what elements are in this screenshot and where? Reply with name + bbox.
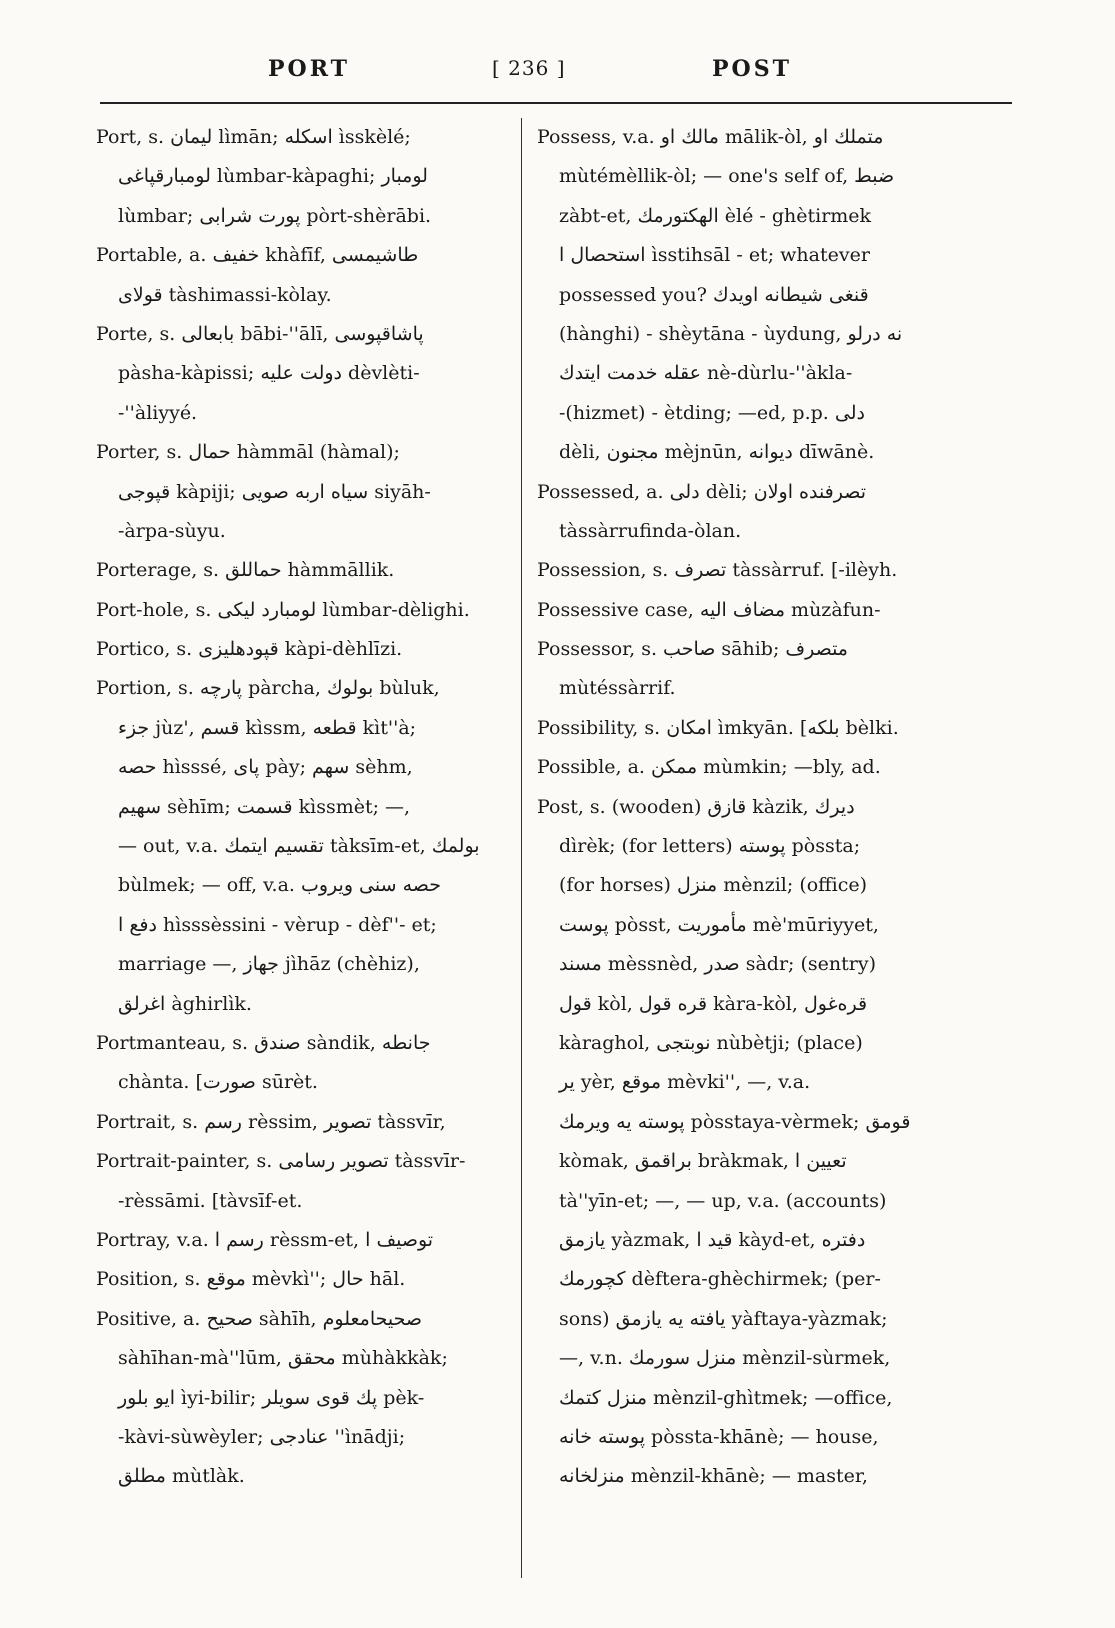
- right-column-line: dìrèk; (for letters) پوسته pòssta;: [559, 835, 861, 858]
- left-column-line: مطلق mùtlàk.: [118, 1465, 245, 1488]
- left-catchword: PORT: [268, 56, 350, 82]
- right-column: [537, 118, 975, 1497]
- left-column-line: Portion, s. پارچه pàrcha, بولوك bùluk,: [96, 677, 440, 700]
- right-column-line: استحصال ا ìsstihsāl - et; whatever: [559, 244, 870, 267]
- left-column-line: Portico, s. قپودهليزى kàpi-dèhlīzi.: [96, 638, 403, 661]
- right-column-line: ير yèr, موقع mèvki'', —, v.a.: [559, 1071, 811, 1094]
- left-column-line: Porte, s. بابعالى bābi-''ālī, پاشاقپوسى: [96, 322, 424, 345]
- right-column-line: قول kòl, قره قول kàra-kòl, قرەغول: [559, 992, 868, 1015]
- right-column-line: منزلخانه mènzil-khānè; — master,: [559, 1465, 868, 1488]
- right-column-line: mùtémèllik-òl; — one's self of, ضبط: [559, 165, 895, 188]
- right-column-line: dèli, مجنون mèjnūn, ديوانه dīwānè.: [559, 441, 875, 464]
- left-column-line: marriage —, جهاز jìhāz (chèhiz),: [118, 953, 420, 976]
- right-column-line: Possessive case, مضاف اليه mùzàfun-: [537, 598, 881, 621]
- right-column-line: منزل كتمك mènzil-ghìtmek; —office,: [559, 1386, 893, 1409]
- right-column-line: پوست pòsst, مأموريت mè'mūriyyet,: [559, 913, 879, 936]
- left-column-line: Portmanteau, s. صندق sàndik, جانطه: [96, 1031, 431, 1054]
- left-column-line: لومبارقپاغى lùmbar-kàpaghi; لومبار: [118, 165, 428, 188]
- left-column-line: — out, v.a. تقسيم ايتمك tàksīm-et, بولمك: [118, 835, 480, 858]
- left-column-line: Position, s. موقع mèvkì''; حال hāl.: [96, 1268, 406, 1291]
- left-column-line: دفع ا hìsssèssini - vèrup - dèf''- et;: [118, 913, 437, 936]
- page-header: [0, 56, 1115, 96]
- right-column-line: Possessor, s. صاحب sāhib; متصرف: [537, 638, 848, 661]
- right-column-line: Post, s. (wooden) قازق kàzik, ديرك: [537, 795, 855, 818]
- right-column-line: —, v.n. منزل سورمك mènzil-sùrmek,: [559, 1347, 891, 1370]
- right-column-line: كچورمك dèftera-ghèchirmek; (per-: [559, 1268, 881, 1291]
- left-column-line: -àrpa-sùyu.: [118, 519, 226, 542]
- right-column-line: kàraghol, نوبتجى nùbètji; (place): [559, 1031, 863, 1054]
- left-column-line: -kàvi-sùwèyler; عنادجى ''ìnādji;: [118, 1425, 406, 1448]
- left-column-line: Porterage, s. حماللق hàmmāllik.: [96, 559, 395, 582]
- left-column-line: Portable, a. خفيف khàfīf, طاشيمسى: [96, 244, 419, 267]
- page-number: [ 236 ]: [492, 56, 566, 80]
- right-column-line: mùtéssàrrif.: [559, 677, 676, 700]
- left-column-line: bùlmek; — off, v.a. حصه سنى ويروب: [118, 874, 441, 897]
- right-column-line: tà''yīn-et; —, — up, v.a. (accounts): [559, 1189, 887, 1212]
- left-column-line: lùmbar; پورت شرابى pòrt-shèrābi.: [118, 204, 432, 227]
- right-catchword: POST: [712, 56, 792, 82]
- right-column-line: (hànghi) - shèytāna - ùydung, نه درلو: [559, 322, 903, 345]
- right-column-line: Possible, a. ممكن mùmkin; —bly, ad.: [537, 756, 881, 779]
- left-column-line: Port, s. ليمان lìmān; اسكله ìsskèlé;: [96, 126, 411, 148]
- right-column-line: پوسته خانه pòssta-khānè; — house,: [559, 1425, 879, 1448]
- right-column-line: پوسته يه ويرمك pòsstaya-vèrmek; قومق: [559, 1110, 911, 1133]
- right-column-line: -(hizmet) - ètding; —ed, p.p. دلى: [559, 401, 865, 424]
- left-column-line: Portray, v.a. رسم ا rèssm-et, توصيف ا: [96, 1228, 434, 1251]
- right-column-line: (for horses) منزل mènzil; (office): [559, 874, 868, 897]
- left-column-line: Portrait, s. رسم rèssim, تصوير tàssvīr,: [96, 1110, 446, 1133]
- left-column-line: Porter, s. حمال hàmmāl (hàmal);: [96, 441, 400, 464]
- left-column-line: chànta. [صورت sūrèt.: [118, 1071, 318, 1094]
- left-column-line: اغرلق àghirlìk.: [118, 992, 252, 1015]
- left-column-line: قپوجى kàpiji; سياه اربه صويى siyāh-: [118, 480, 431, 503]
- left-column-line: سهيم sèhīm; قسمت kìssmèt; —,: [118, 795, 411, 818]
- right-column-line: Possibility, s. امكان ìmkyān. [بلكه bèlki.: [537, 716, 899, 739]
- left-column-line: pàsha-kàpissi; دولت عليه dèvlèti-: [118, 362, 420, 385]
- left-column-line: ايو بلور ìyi-bilir; پك قوى سويلر pèk-: [118, 1386, 425, 1409]
- column-divider: [521, 118, 522, 1578]
- right-column-line: عقله خدمت ايتدك nè-dùrlu-''àkla-: [559, 362, 853, 385]
- left-column-line: قولاى tàshimassi-kòlay.: [118, 283, 332, 306]
- right-column-line: zàbt-et, الهكتورمك èlé - ghètirmek: [559, 204, 872, 227]
- right-column-line: tàssàrrufinda-òlan.: [559, 519, 742, 542]
- right-column-line: Possessed, a. دلى dèli; تصرفنده اولان: [537, 480, 867, 503]
- left-column-line: Portrait-painter, s. تصوير رسامى tàssvīr-: [96, 1150, 466, 1173]
- left-column-line: -rèssāmi. [tàvsīf-et.: [118, 1189, 303, 1212]
- left-column-line: sàhīhan-mà''lūm, محقق mùhàkkàk;: [118, 1347, 448, 1370]
- right-column-line: Possess, v.a. مالك او mālik-òl, متملك او: [537, 126, 884, 148]
- right-column-line: possessed you? قنغى شيطانه اويدك: [559, 283, 869, 306]
- right-column-line: Possession, s. تصرف tàssàrruf. [-ilèyh.: [537, 559, 898, 582]
- left-column-line: حصه hìsssé, پاى pày; سهم sèhm,: [118, 756, 413, 779]
- left-column-line: جزء jùz', قسم kìssm, قطعه kìt''à;: [118, 716, 417, 739]
- left-column-line: Positive, a. صحيح sàhīh, صحيحامعلوم: [96, 1307, 423, 1330]
- left-column-line: Port-hole, s. لومبارد ليكى lùmbar-dèlighi.: [96, 598, 470, 621]
- right-column-line: kòmak, براقمق bràkmak, تعيين ا: [559, 1150, 847, 1173]
- left-column-line: -''àliyyé.: [118, 401, 198, 424]
- header-rule: [100, 102, 1012, 104]
- right-column-line: يازمق yàzmak, قيد ا kàyd-et, دفتره: [559, 1228, 866, 1251]
- right-column-line: sons) يافته يه يازمق yàftaya-yàzmak;: [559, 1307, 888, 1330]
- left-column: [96, 118, 508, 1497]
- right-column-line: مسند mèssnèd, صدر sàdr; (sentry): [559, 953, 876, 976]
